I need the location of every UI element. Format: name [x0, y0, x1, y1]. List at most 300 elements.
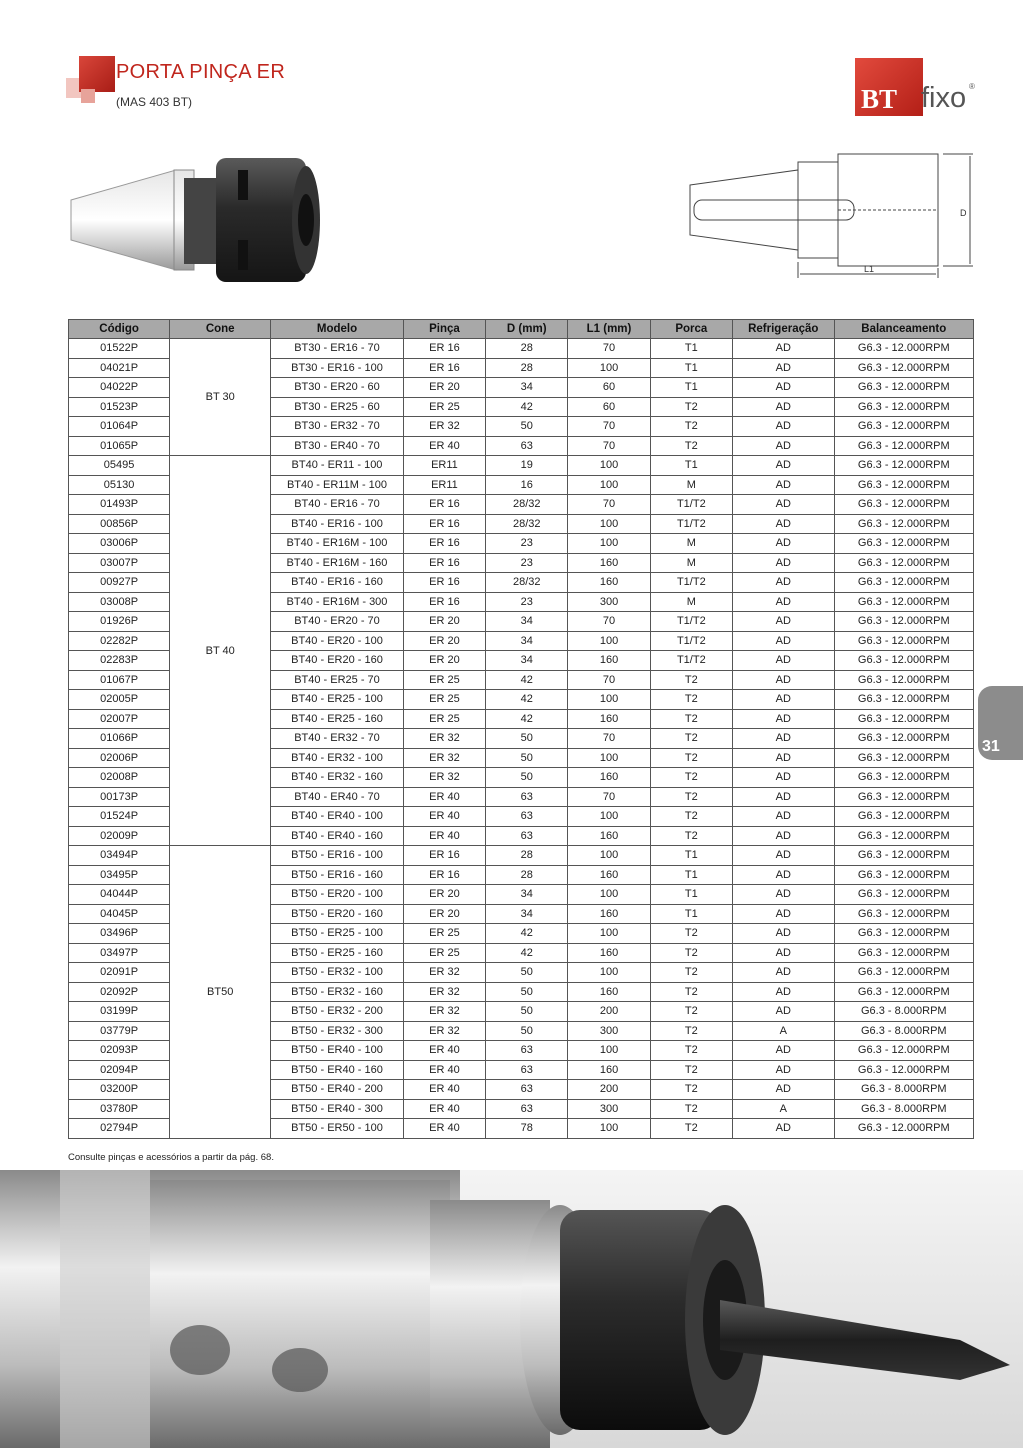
cell-d-mm: 50: [486, 748, 568, 768]
cell-pinca: ER 25: [403, 670, 485, 690]
cell-d-mm: 50: [486, 1002, 568, 1022]
cell-l1-mm: 160: [568, 865, 650, 885]
cell-refrigeracao: AD: [732, 690, 834, 710]
cell-refrigeracao: AD: [732, 553, 834, 573]
cell-l1-mm: 300: [568, 1099, 650, 1119]
cell-balanceamento: G6.3 - 12.000RPM: [834, 397, 973, 417]
cell-balanceamento: G6.3 - 12.000RPM: [834, 456, 973, 476]
cell-porca: T1: [650, 456, 732, 476]
cell-pinca: ER 40: [403, 1099, 485, 1119]
cell-l1-mm: 70: [568, 670, 650, 690]
cell-balanceamento: G6.3 - 12.000RPM: [834, 748, 973, 768]
cell-porca: T1: [650, 865, 732, 885]
cell-pinca: ER 16: [403, 495, 485, 515]
cell-modelo: BT50 - ER20 - 100: [271, 885, 404, 905]
tool-holder-photo: [66, 150, 326, 290]
cell-codigo: 03496P: [69, 924, 170, 944]
cell-refrigeracao: AD: [732, 651, 834, 671]
cell-modelo: BT50 - ER40 - 100: [271, 1041, 404, 1061]
cell-pinca: ER 40: [403, 787, 485, 807]
cell-balanceamento: G6.3 - 12.000RPM: [834, 358, 973, 378]
cell-pinca: ER 40: [403, 1041, 485, 1061]
cell-porca: T2: [650, 1099, 732, 1119]
cell-modelo: BT30 - ER40 - 70: [271, 436, 404, 456]
cell-l1-mm: 100: [568, 1041, 650, 1061]
cell-refrigeracao: AD: [732, 631, 834, 651]
cell-codigo: 02006P: [69, 748, 170, 768]
cell-d-mm: 34: [486, 612, 568, 632]
cell-refrigeracao: AD: [732, 1002, 834, 1022]
cell-l1-mm: 160: [568, 943, 650, 963]
cell-cone: BT 40: [170, 456, 271, 846]
cell-pinca: ER 16: [403, 553, 485, 573]
cell-porca: T2: [650, 943, 732, 963]
cell-refrigeracao: AD: [732, 709, 834, 729]
cell-d-mm: 16: [486, 475, 568, 495]
cell-l1-mm: 160: [568, 573, 650, 593]
cell-porca: M: [650, 534, 732, 554]
cell-porca: T2: [650, 924, 732, 944]
cell-balanceamento: G6.3 - 8.000RPM: [834, 1099, 973, 1119]
cell-d-mm: 50: [486, 982, 568, 1002]
cell-pinca: ER 32: [403, 748, 485, 768]
cell-modelo: BT50 - ER16 - 100: [271, 846, 404, 866]
header-pinca: Pinça: [403, 320, 485, 339]
cell-refrigeracao: AD: [732, 417, 834, 437]
cell-refrigeracao: AD: [732, 729, 834, 749]
cell-balanceamento: G6.3 - 12.000RPM: [834, 865, 973, 885]
cell-porca: T1/T2: [650, 495, 732, 515]
cell-refrigeracao: AD: [732, 339, 834, 359]
cell-balanceamento: G6.3 - 12.000RPM: [834, 612, 973, 632]
cell-porca: T2: [650, 748, 732, 768]
cell-pinca: ER 40: [403, 436, 485, 456]
brand-registered: ®: [969, 82, 975, 91]
cell-refrigeracao: AD: [732, 514, 834, 534]
cell-balanceamento: G6.3 - 12.000RPM: [834, 1119, 973, 1139]
cell-codigo: 02091P: [69, 963, 170, 983]
cell-codigo: 01522P: [69, 339, 170, 359]
page-number: 31: [982, 738, 1000, 755]
cell-balanceamento: G6.3 - 12.000RPM: [834, 339, 973, 359]
cell-codigo: 03780P: [69, 1099, 170, 1119]
cell-porca: T2: [650, 1119, 732, 1139]
header-codigo: Código: [69, 320, 170, 339]
cell-codigo: 01493P: [69, 495, 170, 515]
cell-d-mm: 42: [486, 943, 568, 963]
cell-balanceamento: G6.3 - 12.000RPM: [834, 378, 973, 398]
cell-d-mm: 28: [486, 358, 568, 378]
cell-modelo: BT40 - ER16 - 100: [271, 514, 404, 534]
cell-balanceamento: G6.3 - 12.000RPM: [834, 475, 973, 495]
cell-l1-mm: 70: [568, 436, 650, 456]
technical-drawing: [688, 150, 978, 280]
cell-refrigeracao: AD: [732, 573, 834, 593]
cell-d-mm: 50: [486, 768, 568, 788]
cell-porca: T2: [650, 417, 732, 437]
cell-balanceamento: G6.3 - 12.000RPM: [834, 943, 973, 963]
cell-refrigeracao: AD: [732, 982, 834, 1002]
cell-modelo: BT40 - ER32 - 160: [271, 768, 404, 788]
cell-l1-mm: 100: [568, 690, 650, 710]
cell-balanceamento: G6.3 - 12.000RPM: [834, 631, 973, 651]
cell-codigo: 03494P: [69, 846, 170, 866]
cell-codigo: 02282P: [69, 631, 170, 651]
cell-d-mm: 28/32: [486, 573, 568, 593]
cell-pinca: ER 32: [403, 1002, 485, 1022]
cell-l1-mm: 100: [568, 1119, 650, 1139]
cell-l1-mm: 100: [568, 475, 650, 495]
cell-modelo: BT30 - ER25 - 60: [271, 397, 404, 417]
cell-pinca: ER 32: [403, 768, 485, 788]
cell-codigo: 01065P: [69, 436, 170, 456]
cell-d-mm: 63: [486, 1060, 568, 1080]
cell-balanceamento: G6.3 - 12.000RPM: [834, 904, 973, 924]
cell-codigo: 00173P: [69, 787, 170, 807]
cell-codigo: 00856P: [69, 514, 170, 534]
cell-balanceamento: G6.3 - 12.000RPM: [834, 963, 973, 983]
table-row: [69, 846, 974, 866]
cell-balanceamento: G6.3 - 8.000RPM: [834, 1080, 973, 1100]
cell-balanceamento: G6.3 - 12.000RPM: [834, 417, 973, 437]
cell-porca: T2: [650, 807, 732, 827]
cell-modelo: BT40 - ER11M - 100: [271, 475, 404, 495]
cell-porca: T2: [650, 1041, 732, 1061]
cell-codigo: 04045P: [69, 904, 170, 924]
cell-modelo: BT40 - ER16M - 300: [271, 592, 404, 612]
cell-d-mm: 50: [486, 729, 568, 749]
section-logo: [66, 56, 116, 106]
cell-pinca: ER 40: [403, 807, 485, 827]
cell-l1-mm: 100: [568, 748, 650, 768]
cell-modelo: BT50 - ER32 - 100: [271, 963, 404, 983]
cell-l1-mm: 70: [568, 339, 650, 359]
cell-pinca: ER 40: [403, 1080, 485, 1100]
cell-porca: M: [650, 592, 732, 612]
cell-pinca: ER 20: [403, 885, 485, 905]
cell-pinca: ER 20: [403, 651, 485, 671]
cell-d-mm: 28: [486, 865, 568, 885]
cell-pinca: ER11: [403, 456, 485, 476]
cell-d-mm: 63: [486, 826, 568, 846]
cell-modelo: BT50 - ER32 - 200: [271, 1002, 404, 1022]
cell-refrigeracao: AD: [732, 826, 834, 846]
cell-refrigeracao: AD: [732, 924, 834, 944]
cell-l1-mm: 100: [568, 885, 650, 905]
brand-logo: [855, 58, 977, 118]
cell-l1-mm: 160: [568, 651, 650, 671]
cell-refrigeracao: AD: [732, 865, 834, 885]
cell-balanceamento: G6.3 - 12.000RPM: [834, 651, 973, 671]
cell-modelo: BT40 - ER40 - 70: [271, 787, 404, 807]
cell-pinca: ER 32: [403, 417, 485, 437]
cell-balanceamento: G6.3 - 12.000RPM: [834, 436, 973, 456]
cell-codigo: 03008P: [69, 592, 170, 612]
spec-table: [68, 319, 974, 1139]
product-photo: [0, 1170, 1023, 1448]
cell-pinca: ER 32: [403, 963, 485, 983]
cell-modelo: BT40 - ER25 - 160: [271, 709, 404, 729]
cell-refrigeracao: AD: [732, 358, 834, 378]
cell-d-mm: 42: [486, 397, 568, 417]
cell-l1-mm: 100: [568, 846, 650, 866]
cell-codigo: 03497P: [69, 943, 170, 963]
cell-modelo: BT40 - ER16M - 100: [271, 534, 404, 554]
cell-pinca: ER 16: [403, 534, 485, 554]
cell-porca: T2: [650, 436, 732, 456]
cell-porca: T1: [650, 378, 732, 398]
cell-porca: T1/T2: [650, 573, 732, 593]
cell-pinca: ER 16: [403, 514, 485, 534]
cell-porca: M: [650, 475, 732, 495]
cell-refrigeracao: AD: [732, 436, 834, 456]
cell-codigo: 03200P: [69, 1080, 170, 1100]
cell-modelo: BT30 - ER16 - 70: [271, 339, 404, 359]
cell-modelo: BT50 - ER20 - 160: [271, 904, 404, 924]
cell-porca: M: [650, 553, 732, 573]
cell-refrigeracao: AD: [732, 846, 834, 866]
cell-balanceamento: G6.3 - 12.000RPM: [834, 592, 973, 612]
cell-codigo: 01067P: [69, 670, 170, 690]
cell-codigo: 02093P: [69, 1041, 170, 1061]
cell-refrigeracao: AD: [732, 787, 834, 807]
page-title: PORTA PINÇA ER: [116, 61, 286, 83]
cell-porca: T2: [650, 787, 732, 807]
cell-l1-mm: 100: [568, 358, 650, 378]
cell-d-mm: 34: [486, 378, 568, 398]
cell-modelo: BT50 - ER50 - 100: [271, 1119, 404, 1139]
cell-porca: T2: [650, 1002, 732, 1022]
header-l1: L1 (mm): [568, 320, 650, 339]
cell-pinca: ER 20: [403, 904, 485, 924]
cell-porca: T1: [650, 904, 732, 924]
cell-d-mm: 63: [486, 807, 568, 827]
cell-d-mm: 78: [486, 1119, 568, 1139]
cell-refrigeracao: AD: [732, 963, 834, 983]
cell-balanceamento: G6.3 - 12.000RPM: [834, 573, 973, 593]
cell-refrigeracao: AD: [732, 1060, 834, 1080]
cell-pinca: ER 16: [403, 846, 485, 866]
cell-d-mm: 63: [486, 1041, 568, 1061]
cell-l1-mm: 100: [568, 631, 650, 651]
cell-refrigeracao: AD: [732, 612, 834, 632]
cell-cone: BT 30: [170, 339, 271, 456]
cell-refrigeracao: A: [732, 1099, 834, 1119]
cell-balanceamento: G6.3 - 12.000RPM: [834, 690, 973, 710]
cell-codigo: 01524P: [69, 807, 170, 827]
cell-d-mm: 50: [486, 963, 568, 983]
cell-d-mm: 63: [486, 1099, 568, 1119]
brand-bt: BT: [861, 84, 898, 114]
cell-porca: T1/T2: [650, 631, 732, 651]
cell-pinca: ER 25: [403, 943, 485, 963]
cell-modelo: BT30 - ER16 - 100: [271, 358, 404, 378]
cell-pinca: ER 32: [403, 982, 485, 1002]
cell-d-mm: 28/32: [486, 495, 568, 515]
cell-balanceamento: G6.3 - 12.000RPM: [834, 670, 973, 690]
header-d: D (mm): [486, 320, 568, 339]
cell-refrigeracao: AD: [732, 1080, 834, 1100]
cell-balanceamento: G6.3 - 12.000RPM: [834, 924, 973, 944]
cell-codigo: 02283P: [69, 651, 170, 671]
cell-balanceamento: G6.3 - 12.000RPM: [834, 826, 973, 846]
cell-d-mm: 63: [486, 787, 568, 807]
cell-modelo: BT40 - ER16 - 70: [271, 495, 404, 515]
cell-pinca: ER 32: [403, 1021, 485, 1041]
cell-pinca: ER 40: [403, 1119, 485, 1139]
cell-modelo: BT40 - ER20 - 70: [271, 612, 404, 632]
cell-d-mm: 42: [486, 670, 568, 690]
cell-porca: T1: [650, 885, 732, 905]
cell-l1-mm: 300: [568, 592, 650, 612]
dimension-d-label: D: [960, 208, 967, 218]
cell-refrigeracao: AD: [732, 456, 834, 476]
cell-balanceamento: G6.3 - 12.000RPM: [834, 846, 973, 866]
cell-codigo: 05130: [69, 475, 170, 495]
dimension-l1-label: L1: [864, 264, 875, 274]
cell-pinca: ER 25: [403, 690, 485, 710]
cell-d-mm: 42: [486, 924, 568, 944]
cell-d-mm: 28/32: [486, 514, 568, 534]
cell-porca: T1: [650, 339, 732, 359]
header-cone: Cone: [170, 320, 271, 339]
cell-balanceamento: G6.3 - 12.000RPM: [834, 885, 973, 905]
cell-modelo: BT30 - ER32 - 70: [271, 417, 404, 437]
cell-refrigeracao: AD: [732, 768, 834, 788]
cell-balanceamento: G6.3 - 12.000RPM: [834, 729, 973, 749]
cell-porca: T2: [650, 690, 732, 710]
cell-balanceamento: G6.3 - 12.000RPM: [834, 553, 973, 573]
cell-pinca: ER 40: [403, 1060, 485, 1080]
cell-modelo: BT40 - ER40 - 100: [271, 807, 404, 827]
cell-refrigeracao: A: [732, 1021, 834, 1041]
cell-d-mm: 42: [486, 690, 568, 710]
cell-porca: T2: [650, 1021, 732, 1041]
cell-l1-mm: 160: [568, 826, 650, 846]
brand-fixo: fixo: [921, 82, 967, 114]
cell-codigo: 02794P: [69, 1119, 170, 1139]
cell-modelo: BT30 - ER20 - 60: [271, 378, 404, 398]
cell-balanceamento: G6.3 - 12.000RPM: [834, 807, 973, 827]
cell-l1-mm: 100: [568, 456, 650, 476]
cell-porca: T1/T2: [650, 651, 732, 671]
cell-d-mm: 23: [486, 534, 568, 554]
cell-porca: T2: [650, 709, 732, 729]
cell-refrigeracao: AD: [732, 534, 834, 554]
cell-pinca: ER 25: [403, 924, 485, 944]
cell-modelo: BT40 - ER20 - 160: [271, 651, 404, 671]
cell-porca: T2: [650, 1060, 732, 1080]
cell-l1-mm: 70: [568, 787, 650, 807]
cell-d-mm: 23: [486, 553, 568, 573]
cell-pinca: ER 16: [403, 358, 485, 378]
cell-l1-mm: 100: [568, 514, 650, 534]
cell-refrigeracao: AD: [732, 885, 834, 905]
cell-porca: T2: [650, 1080, 732, 1100]
cell-d-mm: 34: [486, 651, 568, 671]
cell-modelo: BT50 - ER32 - 300: [271, 1021, 404, 1041]
cell-porca: T2: [650, 670, 732, 690]
cell-porca: T2: [650, 729, 732, 749]
cell-l1-mm: 300: [568, 1021, 650, 1041]
cell-codigo: 02007P: [69, 709, 170, 729]
cell-balanceamento: G6.3 - 12.000RPM: [834, 1060, 973, 1080]
cell-modelo: BT50 - ER25 - 100: [271, 924, 404, 944]
cell-modelo: BT50 - ER16 - 160: [271, 865, 404, 885]
cell-refrigeracao: AD: [732, 1119, 834, 1139]
table-row: [69, 456, 974, 476]
cell-pinca: ER 16: [403, 339, 485, 359]
cell-codigo: 02005P: [69, 690, 170, 710]
cell-codigo: 02008P: [69, 768, 170, 788]
cell-codigo: 01926P: [69, 612, 170, 632]
cell-d-mm: 42: [486, 709, 568, 729]
cell-codigo: 03007P: [69, 553, 170, 573]
cell-pinca: ER 25: [403, 397, 485, 417]
cell-codigo: 04022P: [69, 378, 170, 398]
cell-l1-mm: 100: [568, 963, 650, 983]
cell-codigo: 01066P: [69, 729, 170, 749]
cell-balanceamento: G6.3 - 12.000RPM: [834, 709, 973, 729]
cell-d-mm: 34: [486, 631, 568, 651]
cell-d-mm: 28: [486, 339, 568, 359]
cell-modelo: BT50 - ER40 - 160: [271, 1060, 404, 1080]
cell-codigo: 02009P: [69, 826, 170, 846]
cell-balanceamento: G6.3 - 12.000RPM: [834, 1041, 973, 1061]
cell-l1-mm: 60: [568, 397, 650, 417]
cell-modelo: BT40 - ER20 - 100: [271, 631, 404, 651]
table-body: [69, 339, 974, 1139]
cell-modelo: BT50 - ER32 - 160: [271, 982, 404, 1002]
cell-modelo: BT40 - ER32 - 100: [271, 748, 404, 768]
cell-pinca: ER 40: [403, 826, 485, 846]
cell-refrigeracao: AD: [732, 943, 834, 963]
cell-pinca: ER11: [403, 475, 485, 495]
cell-codigo: 00927P: [69, 573, 170, 593]
cell-codigo: 02094P: [69, 1060, 170, 1080]
cell-cone: BT50: [170, 846, 271, 1139]
cell-refrigeracao: AD: [732, 807, 834, 827]
cell-modelo: BT40 - ER25 - 100: [271, 690, 404, 710]
cell-codigo: 03779P: [69, 1021, 170, 1041]
cell-pinca: ER 25: [403, 709, 485, 729]
cell-porca: T2: [650, 982, 732, 1002]
cell-codigo: 01523P: [69, 397, 170, 417]
cell-porca: T2: [650, 768, 732, 788]
cell-d-mm: 23: [486, 592, 568, 612]
cell-l1-mm: 70: [568, 417, 650, 437]
cell-pinca: ER 20: [403, 378, 485, 398]
cell-l1-mm: 160: [568, 982, 650, 1002]
cell-modelo: BT40 - ER11 - 100: [271, 456, 404, 476]
header-porca: Porca: [650, 320, 732, 339]
cell-refrigeracao: AD: [732, 904, 834, 924]
cell-balanceamento: G6.3 - 8.000RPM: [834, 1021, 973, 1041]
cell-balanceamento: G6.3 - 8.000RPM: [834, 1002, 973, 1022]
cell-codigo: 01064P: [69, 417, 170, 437]
cell-balanceamento: G6.3 - 12.000RPM: [834, 787, 973, 807]
cell-d-mm: 63: [486, 1080, 568, 1100]
cell-pinca: ER 16: [403, 592, 485, 612]
cell-modelo: BT40 - ER16M - 160: [271, 553, 404, 573]
cell-modelo: BT40 - ER40 - 160: [271, 826, 404, 846]
cell-codigo: 03006P: [69, 534, 170, 554]
cell-l1-mm: 70: [568, 612, 650, 632]
cell-balanceamento: G6.3 - 12.000RPM: [834, 768, 973, 788]
cell-l1-mm: 60: [568, 378, 650, 398]
cell-codigo: 04021P: [69, 358, 170, 378]
header-balanceamento: Balanceamento: [834, 320, 973, 339]
